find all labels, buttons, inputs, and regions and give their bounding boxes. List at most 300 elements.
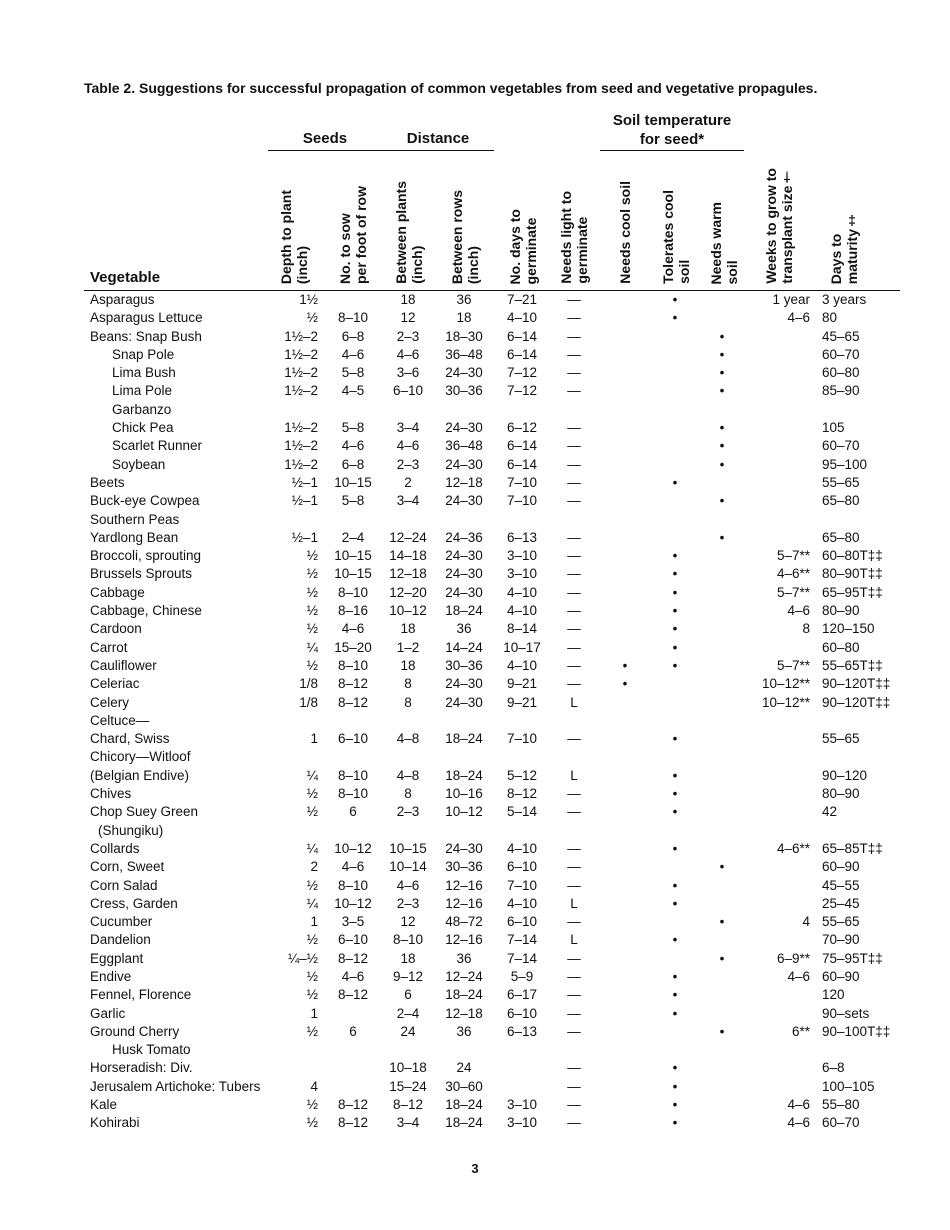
cell-weeks-to-transplant: 6** — [791, 1023, 810, 1039]
cell-between-plants: 2–3 — [396, 456, 420, 472]
cell-needs-light: — — [567, 603, 581, 619]
cell-days-to-maturity: 60–90 — [822, 968, 860, 984]
cell-tolerates-cool-soil: • — [672, 877, 678, 893]
table-row — [0, 748, 950, 766]
cell-vegetable: Asparagus — [90, 292, 155, 307]
cell-sow: 5–8 — [341, 420, 365, 436]
cell-days-to-maturity: 80 — [822, 310, 838, 326]
cell-vegetable: Celeriac — [90, 676, 140, 692]
cell-needs-light: — — [567, 438, 581, 454]
cell-needs-warm-soil: • — [719, 493, 725, 509]
cell-between-rows: 12–16 — [445, 895, 483, 911]
cell-germinate: 6–14 — [506, 346, 538, 362]
table-row — [0, 382, 950, 400]
cell-sow: 6–10 — [337, 932, 369, 948]
cell-tolerates-cool-soil: • — [672, 731, 678, 747]
cell-germinate: 6–14 — [506, 438, 538, 454]
cell-between-rows: 12–16 — [445, 877, 483, 893]
cell-depth: 1½–2 — [284, 383, 318, 399]
cell-sow: 8–12 — [337, 694, 369, 710]
cell-weeks-to-transplant: 10–12** — [761, 676, 810, 692]
cell-tolerates-cool-soil: • — [672, 767, 678, 783]
cell-tolerates-cool-soil: • — [672, 840, 678, 856]
cell-germinate: 10–17 — [503, 639, 541, 655]
cell-needs-light: — — [567, 1115, 581, 1131]
cell-vegetable: Chick Pea — [112, 420, 174, 436]
cell-tolerates-cool-soil: • — [672, 1005, 678, 1021]
cell-needs-light: — — [567, 657, 581, 673]
header-weeks-to-transplant: Weeks to grow to transplant size† — [763, 168, 795, 284]
cell-between-rows: 12–24 — [445, 968, 483, 984]
cell-tolerates-cool-soil: • — [672, 639, 678, 655]
cell-vegetable: Beans: Snap Bush — [90, 328, 202, 344]
cell-sow: 5–8 — [341, 365, 365, 381]
cell-between-plants: 3–4 — [396, 493, 420, 509]
cell-germinate: 9–21 — [506, 676, 538, 692]
cell-needs-light: — — [567, 365, 581, 381]
cell-needs-warm-soil: • — [719, 529, 725, 545]
cell-needs-light: — — [567, 877, 581, 893]
cell-needs-light: — — [567, 914, 581, 930]
cell-vegetable: Husk Tomato — [112, 1042, 191, 1058]
table-row — [0, 529, 950, 547]
cell-sow: 8–16 — [337, 603, 369, 619]
cell-weeks-to-transplant: 5–7** — [776, 548, 810, 564]
cell-days-to-maturity: 55–65 — [822, 731, 860, 747]
cell-between-plants: 2–4 — [396, 1005, 420, 1021]
cell-sow: 4–6 — [341, 438, 365, 454]
group-soil-temperature-line2: for seed* — [639, 131, 705, 148]
cell-sow: 4–6 — [341, 346, 365, 362]
cell-between-plants: 18 — [400, 950, 416, 966]
table-row — [0, 968, 950, 986]
cell-germinate: 4–10 — [506, 584, 538, 600]
cell-days-to-maturity: 60–80T‡‡ — [822, 548, 883, 564]
cell-germinate: 3–10 — [506, 566, 538, 582]
cell-between-rows: 36 — [456, 950, 472, 966]
cell-depth: 1½–2 — [284, 420, 318, 436]
cell-depth: 1½–2 — [284, 328, 318, 344]
cell-needs-warm-soil: • — [719, 438, 725, 454]
cell-vegetable: Corn Salad — [90, 877, 158, 893]
cell-between-rows: 10–16 — [445, 786, 483, 802]
cell-vegetable: Asparagus Lettuce — [90, 310, 203, 326]
cell-vegetable: Broccoli, sprouting — [90, 548, 202, 564]
cell-needs-light: — — [567, 566, 581, 582]
cell-between-rows: 24–30 — [445, 420, 483, 436]
cell-needs-warm-soil: • — [719, 346, 725, 362]
table-row — [0, 456, 950, 474]
cell-days-to-maturity: 55–65 — [822, 914, 860, 930]
group-soil-temperature — [600, 111, 744, 149]
cell-germinate: 3–10 — [506, 1115, 538, 1131]
cell-needs-light: — — [567, 456, 581, 472]
table-row — [0, 474, 950, 492]
cell-tolerates-cool-soil: • — [672, 292, 678, 307]
table-row — [0, 602, 950, 620]
cell-sow: 6–10 — [337, 731, 369, 747]
cell-between-plants: 8 — [404, 694, 412, 710]
table-row — [0, 547, 950, 565]
cell-between-plants: 18 — [400, 292, 416, 307]
cell-depth: ½ — [306, 1115, 318, 1131]
cell-between-rows: 36 — [456, 1023, 472, 1039]
cell-between-rows: 36–48 — [445, 438, 483, 454]
cell-germinate: 8–12 — [506, 786, 538, 802]
cell-weeks-to-transplant: 4–6 — [787, 603, 810, 619]
cell-days-to-maturity: 90–120 — [822, 767, 868, 783]
page-number: 3 — [471, 1161, 479, 1176]
cell-tolerates-cool-soil: • — [672, 895, 678, 911]
cell-needs-light: — — [567, 529, 581, 545]
cell-sow: 8–10 — [337, 877, 369, 893]
header-between-plants: Between plants (inch) — [393, 181, 425, 284]
table-row — [0, 346, 950, 364]
cell-vegetable: Beets — [90, 474, 125, 490]
cell-weeks-to-transplant: 5–7** — [776, 657, 810, 673]
cell-days-to-maturity: 85–90 — [822, 383, 860, 399]
cell-needs-warm-soil: • — [719, 365, 725, 381]
cell-germinate: 7–10 — [506, 877, 538, 893]
cell-days-to-maturity: 60–70 — [822, 438, 860, 454]
cell-between-plants: 3–4 — [396, 420, 420, 436]
table-row — [0, 620, 950, 638]
cell-days-to-maturity: 60–80 — [822, 365, 860, 381]
cell-depth: 1 — [310, 1005, 318, 1021]
cell-days-to-maturity: 60–90 — [822, 859, 860, 875]
cell-between-plants: 4–8 — [396, 731, 420, 747]
cell-germinate: 6–10 — [506, 914, 538, 930]
table-row — [0, 1096, 950, 1114]
cell-needs-light: — — [567, 584, 581, 600]
cell-vegetable: Kohirabi — [90, 1115, 140, 1131]
cell-vegetable: Chop Suey Green — [90, 804, 199, 820]
cell-between-rows: 24 — [456, 1060, 472, 1076]
cell-vegetable: Carrot — [90, 639, 128, 655]
cell-between-plants: 2–3 — [396, 895, 420, 911]
cell-between-plants: 4–8 — [396, 767, 420, 783]
cell-vegetable: Buck-eye Cowpea — [90, 493, 200, 509]
cell-days-to-maturity: 65–95T‡‡ — [822, 584, 883, 600]
cell-needs-light: — — [567, 346, 581, 362]
cell-sow: 15–20 — [334, 639, 372, 655]
cell-tolerates-cool-soil: • — [672, 1078, 678, 1094]
header-tolerates-cool-soil: Tolerates cool soil — [660, 190, 692, 284]
cell-depth: ½ — [306, 657, 318, 673]
cell-depth: ½–1 — [291, 474, 318, 490]
group-seeds: Seeds — [302, 130, 348, 147]
cell-depth: 1½–2 — [284, 438, 318, 454]
cell-vegetable: Chard, Swiss — [90, 731, 170, 747]
table-row — [0, 492, 950, 510]
cell-vegetable: Cucumber — [90, 914, 153, 930]
cell-vegetable: Collards — [90, 840, 140, 856]
cell-depth: 1½–2 — [284, 365, 318, 381]
cell-vegetable: Corn, Sweet — [90, 859, 165, 875]
cell-needs-warm-soil: • — [719, 328, 725, 344]
table-row — [0, 364, 950, 382]
table-row — [0, 1114, 950, 1132]
table-row — [0, 511, 950, 529]
cell-tolerates-cool-soil: • — [672, 786, 678, 802]
cell-days-to-maturity: 65–80 — [822, 493, 860, 509]
table-row — [0, 950, 950, 968]
cell-between-plants: 2–3 — [396, 804, 420, 820]
cell-sow: 8–12 — [337, 1097, 369, 1113]
cell-needs-light: — — [567, 840, 581, 856]
cell-sow: 10–15 — [334, 566, 372, 582]
cell-needs-light: — — [567, 804, 581, 820]
table-row — [0, 913, 950, 931]
header-between-rows: Between rows (inch) — [449, 189, 481, 284]
cell-vegetable: Kale — [90, 1097, 118, 1113]
cell-days-to-maturity: 60–70 — [822, 346, 860, 362]
cell-between-plants: 2 — [404, 474, 412, 490]
cell-between-rows: 18–24 — [445, 767, 483, 783]
cell-between-rows: 24–30 — [445, 694, 483, 710]
cell-between-plants: 4–6 — [396, 877, 420, 893]
cell-sow: 10–15 — [334, 548, 372, 564]
cell-between-rows: 18–24 — [445, 603, 483, 619]
cell-sow: 8–10 — [337, 657, 369, 673]
cell-vegetable: Endive — [90, 968, 132, 984]
cell-vegetable: Yardlong Bean — [90, 529, 179, 545]
cell-vegetable: Horseradish: Div. — [90, 1060, 193, 1076]
cell-germinate: 7–14 — [506, 950, 538, 966]
column-headers — [0, 150, 950, 288]
cell-sow: 8–12 — [337, 987, 369, 1003]
cell-needs-warm-soil: • — [719, 859, 725, 875]
table-row — [0, 328, 950, 346]
cell-between-rows: 18–24 — [445, 1097, 483, 1113]
table-row — [0, 1005, 950, 1023]
cell-germinate: 6–10 — [506, 1005, 538, 1021]
cell-between-plants: 10–12 — [389, 603, 427, 619]
cell-between-rows: 36 — [456, 621, 472, 637]
cell-between-plants: 8 — [404, 676, 412, 692]
cell-vegetable: Jerusalem Artichoke: Tubers — [90, 1078, 261, 1094]
cell-needs-light: — — [567, 1078, 581, 1094]
cell-days-to-maturity: 65–85T‡‡ — [822, 840, 883, 856]
cell-germinate: 4–10 — [506, 657, 538, 673]
cell-days-to-maturity: 60–70 — [822, 1115, 860, 1131]
cell-depth: 1/8 — [299, 676, 318, 692]
table-row — [0, 1023, 950, 1041]
table-row — [0, 712, 950, 730]
cell-between-plants: 3–6 — [396, 365, 420, 381]
cell-between-rows: 36–48 — [445, 346, 483, 362]
table-row — [0, 986, 950, 1004]
cell-sow: 6 — [349, 804, 357, 820]
cell-needs-light: — — [567, 676, 581, 692]
cell-between-plants: 18 — [400, 621, 416, 637]
cell-depth: ½ — [306, 621, 318, 637]
cell-weeks-to-transplant: 4–6** — [776, 566, 810, 582]
cell-days-to-maturity: 6–8 — [822, 1060, 845, 1076]
cell-vegetable: Eggplant — [90, 950, 144, 966]
cell-needs-light: L — [570, 767, 578, 783]
table-row — [0, 840, 950, 858]
cell-needs-light: — — [567, 420, 581, 436]
cell-germinate: 5–9 — [510, 968, 534, 984]
cell-depth: 1/8 — [299, 694, 318, 710]
cell-sow: 6–8 — [341, 456, 365, 472]
cell-vegetable: Lima Pole — [112, 383, 173, 399]
cell-days-to-maturity: 120–150 — [822, 621, 875, 637]
cell-between-rows: 24–36 — [445, 529, 483, 545]
cell-between-plants: 10–18 — [389, 1060, 427, 1076]
cell-between-rows: 14–24 — [445, 639, 483, 655]
table-row — [0, 401, 950, 419]
cell-between-rows: 12–16 — [445, 932, 483, 948]
cell-sow: 4–6 — [341, 859, 365, 875]
table-row — [0, 437, 950, 455]
cell-germinate: 5–12 — [506, 767, 538, 783]
cell-sow: 5–8 — [341, 493, 365, 509]
cell-needs-light: — — [567, 731, 581, 747]
cell-tolerates-cool-soil: • — [672, 603, 678, 619]
cell-days-to-maturity: 90–120T‡‡ — [822, 676, 891, 692]
cell-tolerates-cool-soil: • — [672, 1060, 678, 1076]
cell-between-rows: 10–12 — [445, 804, 483, 820]
table-row — [0, 419, 950, 437]
cell-weeks-to-transplant: 1 year — [772, 292, 810, 307]
cell-depth: ¼ — [306, 895, 318, 911]
cell-sow: 10–12 — [334, 840, 372, 856]
cell-tolerates-cool-soil: • — [672, 310, 678, 326]
cell-needs-light: — — [567, 292, 581, 307]
cell-between-rows: 30–36 — [445, 859, 483, 875]
cell-sow: 8–10 — [337, 310, 369, 326]
cell-germinate: 7–10 — [506, 731, 538, 747]
cell-needs-light: L — [570, 694, 578, 710]
cell-tolerates-cool-soil: • — [672, 657, 678, 673]
cell-germinate: 6–14 — [506, 328, 538, 344]
table-row — [0, 785, 950, 803]
cell-between-plants: 15–24 — [389, 1078, 427, 1094]
header-sow: No. to sow per foot of row — [337, 186, 369, 284]
cell-days-to-maturity: 120 — [822, 987, 845, 1003]
cell-vegetable: Cauliflower — [90, 657, 157, 673]
cell-germinate: 3–10 — [506, 1097, 538, 1113]
cell-germinate: 6–12 — [506, 420, 538, 436]
cell-germinate: 6–17 — [506, 987, 538, 1003]
cell-days-to-maturity: 80–90 — [822, 786, 860, 802]
cell-needs-warm-soil: • — [719, 1023, 725, 1039]
cell-sow: 6–8 — [341, 328, 365, 344]
cell-needs-light: — — [567, 1060, 581, 1076]
table-row — [0, 877, 950, 895]
cell-needs-light: — — [567, 950, 581, 966]
table-row — [0, 639, 950, 657]
cell-depth: 1½–2 — [284, 456, 318, 472]
cell-between-rows: 18 — [456, 310, 472, 326]
cell-between-plants: 12 — [400, 310, 416, 326]
cell-vegetable: Celery — [90, 694, 130, 710]
cell-between-rows: 24–30 — [445, 840, 483, 856]
cell-tolerates-cool-soil: • — [672, 474, 678, 490]
cell-weeks-to-transplant: 4–6 — [787, 310, 810, 326]
cell-sow: 10–15 — [334, 474, 372, 490]
header-depth: Depth to plant (inch) — [278, 189, 310, 284]
cell-between-plants: 10–15 — [389, 840, 427, 856]
header-vegetable: Vegetable — [90, 269, 161, 286]
cell-between-plants: 8–10 — [392, 932, 424, 948]
cell-days-to-maturity: 70–90 — [822, 932, 860, 948]
cell-vegetable: (Shungiku) — [98, 822, 164, 838]
cell-needs-light: — — [567, 621, 581, 637]
cell-depth: ½ — [306, 877, 318, 893]
cell-needs-light: — — [567, 968, 581, 984]
cell-vegetable: Ground Cherry — [90, 1023, 180, 1039]
cell-between-plants: 18 — [400, 657, 416, 673]
cell-vegetable: Cress, Garden — [90, 895, 178, 911]
cell-germinate: 5–14 — [506, 804, 538, 820]
cell-germinate: 8–14 — [506, 621, 538, 637]
cell-depth: ¼ — [306, 840, 318, 856]
cell-between-rows: 12–18 — [445, 1005, 483, 1021]
cell-sow: 8–10 — [337, 584, 369, 600]
cell-depth: 1 — [310, 914, 318, 930]
cell-needs-warm-soil: • — [719, 914, 725, 930]
table-row — [0, 309, 950, 327]
cell-vegetable: Chives — [90, 786, 132, 802]
cell-depth: ½ — [306, 932, 318, 948]
cell-depth: ½ — [306, 310, 318, 326]
cell-between-plants: 12–18 — [389, 566, 427, 582]
cell-needs-cool-soil: • — [622, 657, 628, 673]
cell-vegetable: Scarlet Runner — [112, 438, 203, 454]
cell-germinate: 6–14 — [506, 456, 538, 472]
cell-germinate: 6–13 — [506, 529, 538, 545]
cell-needs-light: — — [567, 639, 581, 655]
cell-days-to-maturity: 55–65T‡‡ — [822, 657, 883, 673]
cell-needs-light: — — [567, 1023, 581, 1039]
cell-between-plants: 12–20 — [389, 584, 427, 600]
cell-germinate: 4–10 — [506, 840, 538, 856]
cell-vegetable: Cabbage, Chinese — [90, 603, 202, 619]
cell-needs-light: — — [567, 786, 581, 802]
cell-days-to-maturity: 60–80 — [822, 639, 860, 655]
cell-depth: 1 — [310, 731, 318, 747]
cell-between-rows: 24–30 — [445, 493, 483, 509]
cell-vegetable: Fennel, Florence — [90, 987, 192, 1003]
cell-between-rows: 24–30 — [445, 566, 483, 582]
cell-vegetable: Garbanzo — [112, 401, 172, 417]
table-row — [0, 1078, 950, 1096]
cell-vegetable: Garlic — [90, 1005, 126, 1021]
cell-needs-light: — — [567, 474, 581, 490]
table-row — [0, 767, 950, 785]
cell-germinate: 3–10 — [506, 548, 538, 564]
cell-sow: 3–5 — [341, 914, 365, 930]
group-soil-temperature-line1: Soil temperature — [612, 112, 732, 129]
cell-germinate: 7–10 — [506, 493, 538, 509]
table-row — [0, 730, 950, 748]
cell-depth: ¼ — [306, 639, 318, 655]
cell-sow: 8–12 — [337, 1115, 369, 1131]
cell-between-plants: 4–6 — [396, 346, 420, 362]
cell-days-to-maturity: 55–65 — [822, 474, 860, 490]
cell-sow: 4–6 — [341, 968, 365, 984]
cell-vegetable: Snap Pole — [112, 346, 175, 362]
cell-depth: ½ — [306, 603, 318, 619]
cell-between-rows: 18–30 — [445, 328, 483, 344]
cell-weeks-to-transplant: 8 — [802, 621, 810, 637]
cell-between-rows: 18–24 — [445, 1115, 483, 1131]
cell-days-to-maturity: 80–90 — [822, 603, 860, 619]
cell-depth: ½ — [306, 987, 318, 1003]
